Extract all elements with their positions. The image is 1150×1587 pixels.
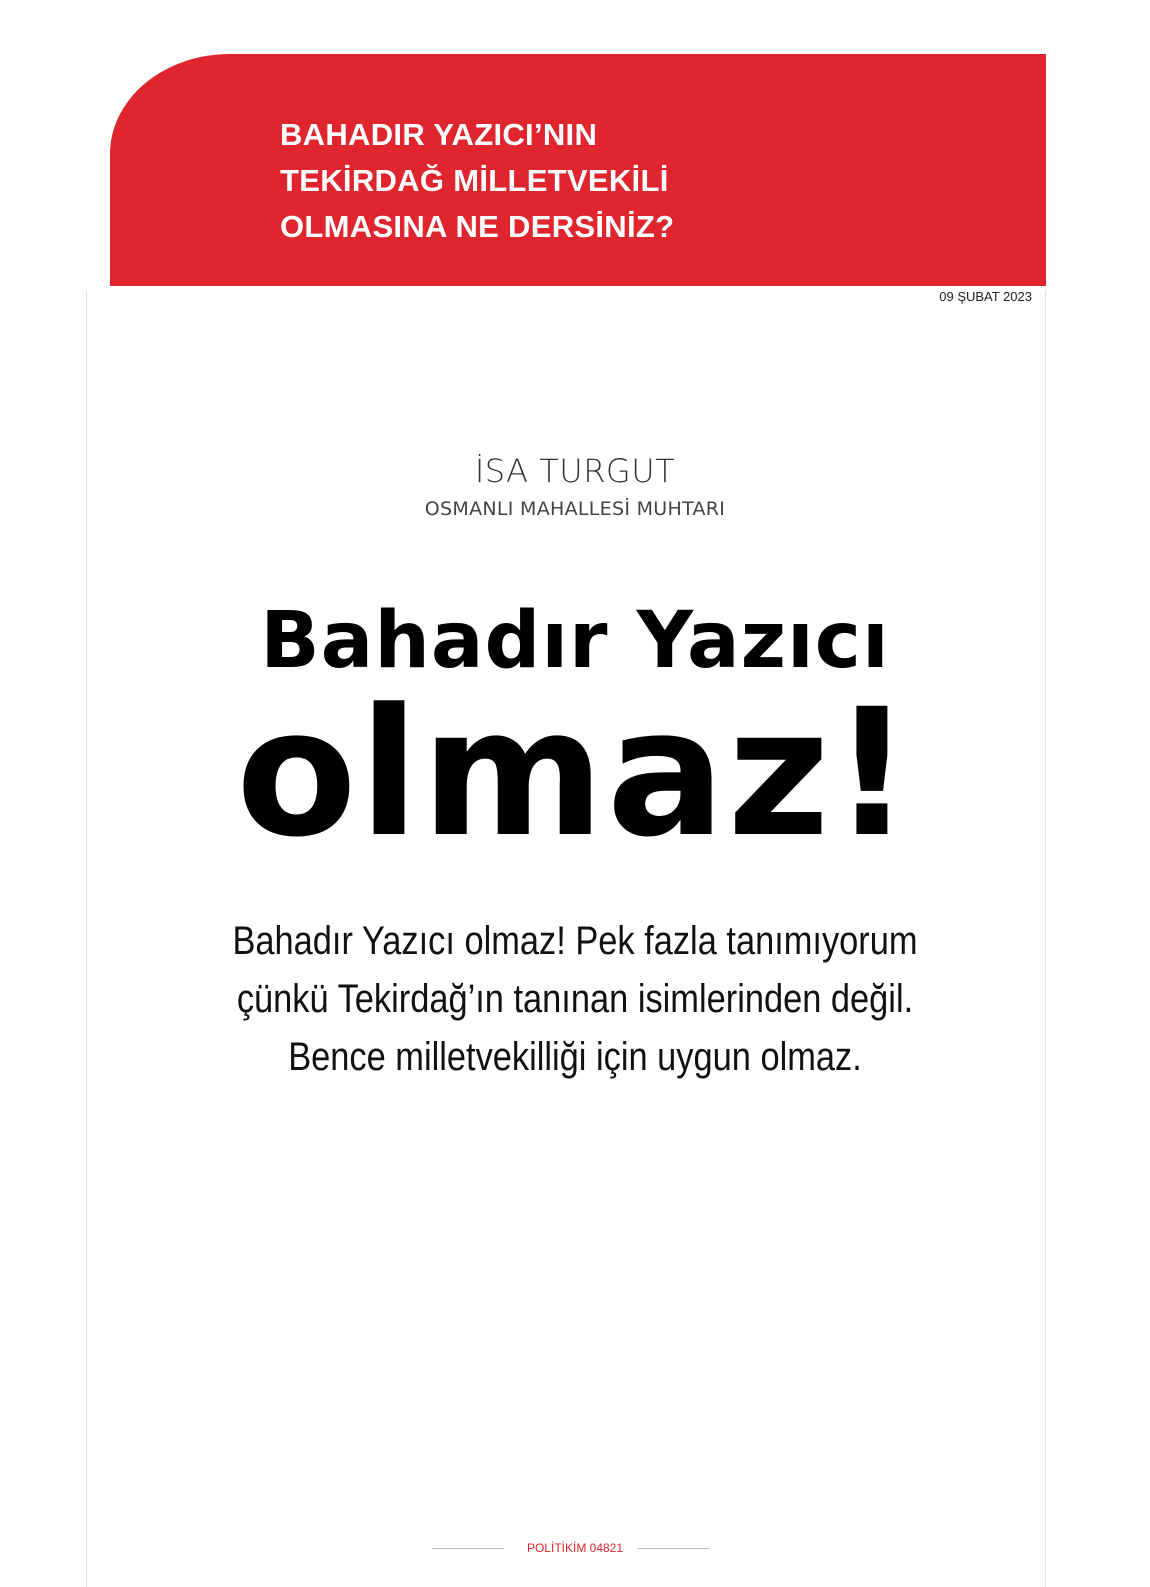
footer-divider-right (638, 1548, 710, 1549)
quote-text: Bahadır Yazıcı olmaz! Pek fazla tanımıyorum çünkü Tekirdağ’ın tanınan isimlerinden değil. Bence milletvekilliği için uygun olmaz. (232, 919, 918, 1079)
headline-line-1: Bahadır Yazıcı (260, 596, 890, 686)
publish-date: 09 ŞUBAT 2023 (939, 289, 1032, 304)
footer-label: POLİTİKİM 04821 (526, 1541, 624, 1555)
headline-line-2: olmaz! (235, 671, 915, 876)
page-title: BAHADIR YAZICI’NIN TEKİRDAĞ MİLLETVEKİLİ OLMASINA NE DERSİNİZ? (280, 117, 675, 244)
author-name: İSA TURGUT (474, 452, 676, 490)
author-role: OSMANLI MAHALLESİ MUHTARI (424, 498, 726, 520)
